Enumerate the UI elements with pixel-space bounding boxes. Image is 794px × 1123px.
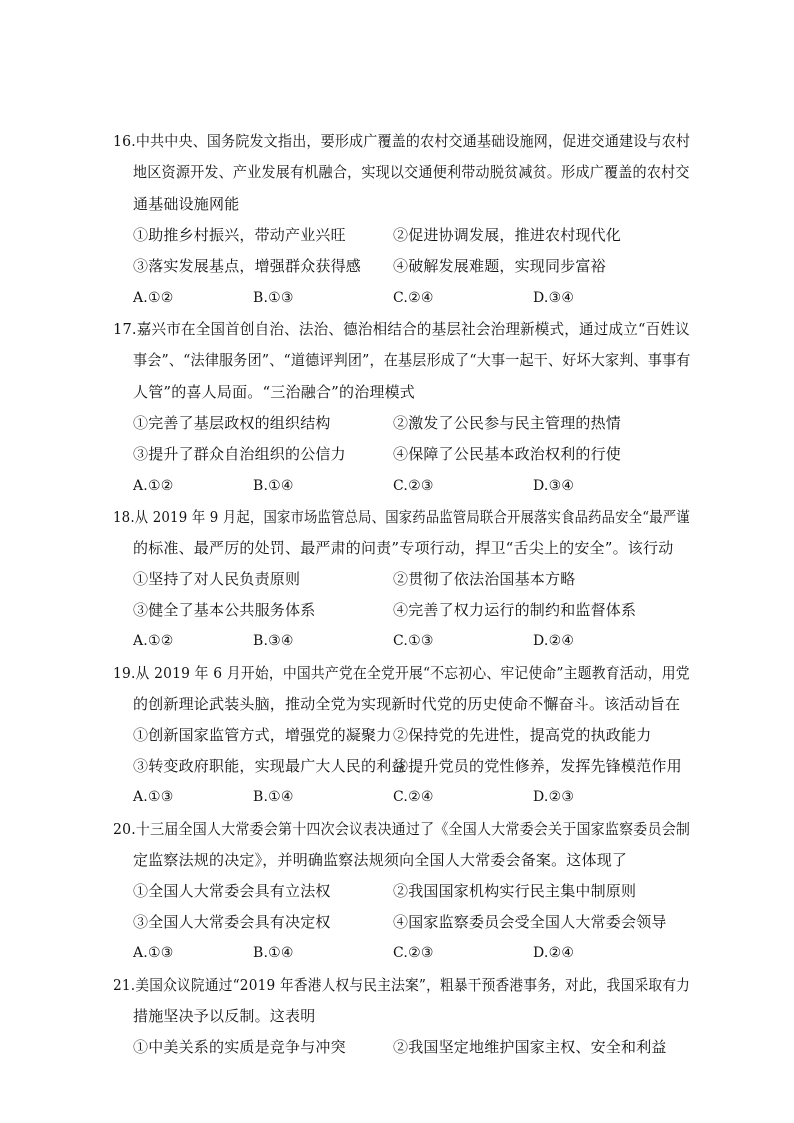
question-19-answer-d: D.②③ [533, 789, 575, 805]
question-16-stem-line-3: 通基础设施网能 [133, 195, 240, 213]
question-18-answer-d: D.②④ [533, 633, 575, 649]
question-17-answer-a: A.①② [133, 478, 174, 494]
question-16-answer-a: A.①② [133, 290, 174, 306]
question-18-answer-a: A.①② [133, 633, 174, 649]
question-19-item-3: ③转变政府职能，实现最广大人民的利益 [133, 757, 407, 775]
question-16-stem-line-1: 16.中共中央、国务院发文指出，要形成广覆盖的农村交通基础设施网，促进交通建设与农村 [113, 132, 691, 150]
question-20-item-3: ③全国人大常委会具有决定权 [133, 913, 331, 931]
question-17-item-1: ①完善了基层政权的组织结构 [133, 414, 331, 432]
question-17-stem-line-2: 事会”、“法律服务团”、“道德评判团”，在基层形成了“大事一起干、好坏大家判、事事有 [133, 351, 691, 369]
question-17-answer-d: D.③④ [533, 478, 575, 494]
question-19-answer-a: A.①③ [133, 789, 174, 805]
question-21-item-1: ①中美关系的实质是竞争与冲突 [133, 1038, 346, 1056]
question-20-answer-a: A.①③ [133, 945, 174, 961]
question-21-stem-line-2: 措施坚决予以反制。这表明 [133, 1007, 316, 1025]
question-19-stem-line-2: 的创新理论武装头脑，推动全党为实现新时代党的历史使命不懈奋斗。该活动旨在 [133, 695, 681, 713]
question-19-answer-c: C.②④ [393, 789, 434, 805]
question-16-item-4: ④破解发展难题，实现同步富裕 [393, 257, 606, 275]
question-16-stem-line-2: 地区资源开发、产业发展有机融合，实现以交通便利带动脱贫减贫。形成广覆盖的农村交 [133, 163, 690, 181]
question-20-stem-line-2: 定监察法规的决定》，并明确监察法规须向全国人大常委会备案。这体现了 [133, 851, 628, 869]
question-18-item-1: ①坚持了对人民负责原则 [133, 570, 301, 588]
question-20-answer-b: B.①④ [253, 945, 294, 961]
question-20-item-4: ④国家监察委员会受全国人大常委会领导 [393, 913, 667, 931]
question-20-item-1: ①全国人大常委会具有立法权 [133, 882, 331, 900]
question-21-item-2: ②我国坚定地维护国家主权、安全和利益 [393, 1038, 667, 1056]
question-19-item-1: ①创新国家监管方式，增强党的凝聚力 [133, 726, 392, 744]
question-20-answer-c: C.②③ [393, 945, 434, 961]
question-16-item-1: ①助推乡村振兴，带动产业兴旺 [133, 226, 346, 244]
question-16-answer-c: C.②④ [393, 290, 434, 306]
question-17-item-4: ④保障了公民基本政治权利的行使 [393, 445, 622, 463]
question-20-answer-d: D.②④ [533, 945, 575, 961]
question-18-answer-c: C.①③ [393, 633, 434, 649]
question-17-item-3: ③提升了群众自治组织的公信力 [133, 445, 346, 463]
question-19-item-2: ②保持党的先进性，提高党的执政能力 [393, 726, 652, 744]
question-20-item-2: ②我国国家机构实行民主集中制原则 [393, 882, 637, 900]
question-17-answer-b: B.①④ [253, 478, 294, 494]
question-21-stem-line-1: 21.美国众议院通过“2019 年香港人权与民主法案”，粗暴干预香港事务，对此，我国采取有力 [113, 976, 691, 994]
question-19-answer-b: B.①④ [253, 789, 294, 805]
question-17-stem-line-1: 17.嘉兴市在全国首创自治、法治、德治相结合的基层社会治理新模式，通过成立“百姓议 [113, 320, 690, 338]
question-17-answer-c: C.②③ [393, 478, 434, 494]
question-18-item-2: ②贯彻了依法治国基本方略 [393, 570, 576, 588]
question-18-answer-b: B.③④ [253, 633, 294, 649]
question-20-stem-line-1: 20.十三届全国人大常委会第十四次会议表决通过了《全国人大常委会关于国家监察委员会制 [113, 820, 691, 838]
question-16-answer-b: B.①③ [253, 290, 294, 306]
question-19-item-4: ④提升党员的党性修养，发挥先锋模范作用 [393, 757, 682, 775]
question-17-item-2: ②激发了公民参与民主管理的热情 [393, 414, 622, 432]
question-18-stem-line-1: 18.从 2019 年 9 月起，国家市场监管总局、国家药品监管局联合开展落实食品药品安全“最严谨 [113, 508, 690, 526]
question-16-answer-d: D.③④ [533, 290, 575, 306]
question-19-stem-line-1: 19.从 2019 年 6 月开始，中国共产党在全党开展“不忘初心、牢记使命”主题教育活动，用党 [113, 664, 690, 682]
question-16-item-2: ②促进协调发展，推进农村现代化 [393, 226, 622, 244]
question-18-item-4: ④完善了权力运行的制约和监督体系 [393, 601, 637, 619]
question-18-item-3: ③健全了基本公共服务体系 [133, 601, 316, 619]
question-17-stem-line-3: 人管”的喜人局面。“三治融合”的治理模式 [133, 383, 416, 401]
question-16-item-3: ③落实发展基点，增强群众获得感 [133, 257, 362, 275]
question-18-stem-line-2: 的标准、最严厉的处罚、最严肃的问责”专项行动，捍卫“舌尖上的安全”。该行动 [133, 539, 674, 557]
